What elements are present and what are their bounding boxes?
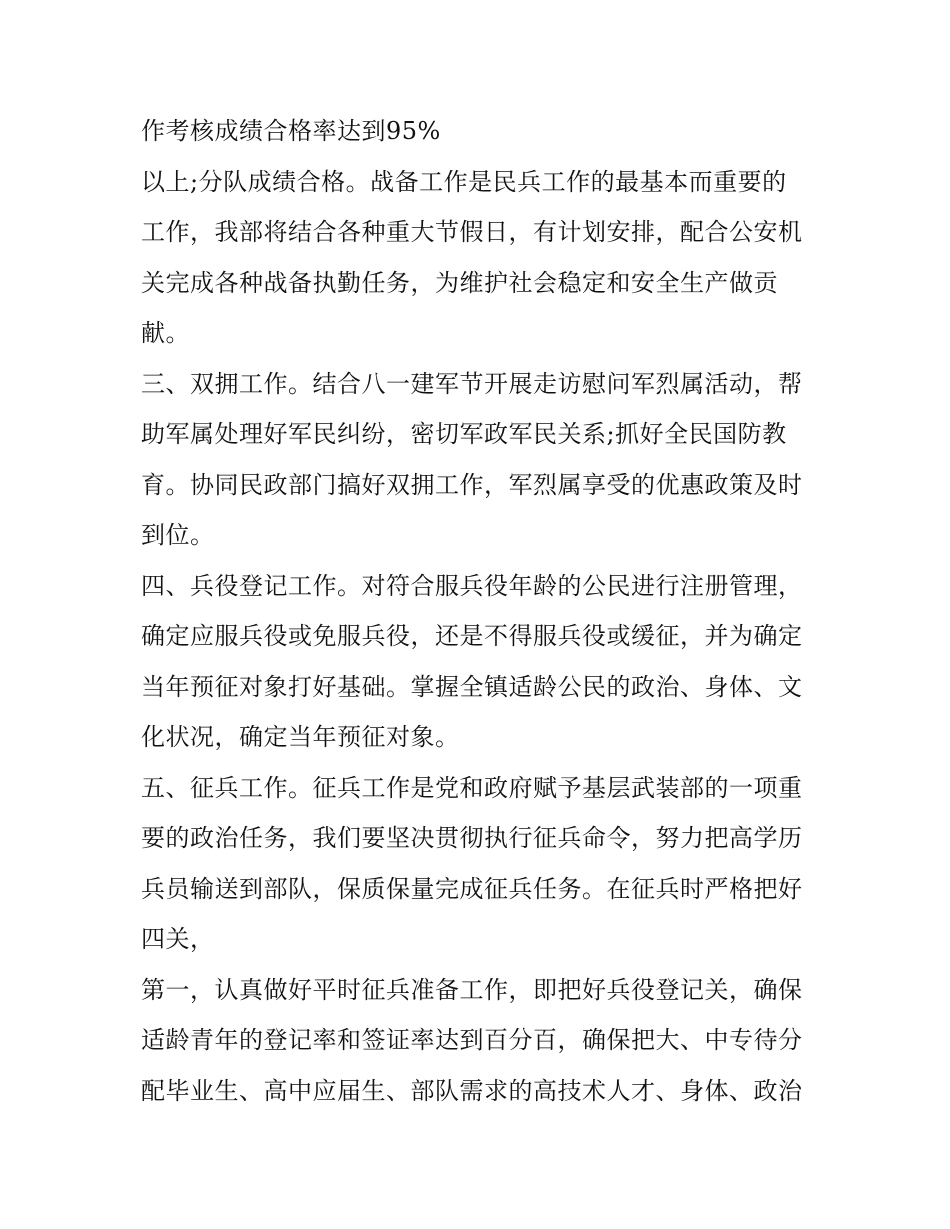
text-line: 关完成各种战备执勤任务，为维护社会稳定和安全生产做贡 — [141, 268, 778, 297]
text-line: 四关， — [141, 925, 215, 953]
paragraph-1 — [141, 106, 811, 157]
paragraph-2 — [141, 157, 811, 359]
text-line: 要的政治任务，我们要坚决贯彻执行征兵命令，努力把高学历 — [141, 824, 803, 852]
text-line: 四、兵役登记工作。对符合服兵役年龄的公民进行注册管理， — [141, 571, 803, 600]
text-line: 化状况，确定当年预征对象。 — [141, 723, 460, 751]
paragraph-6 — [141, 965, 811, 1117]
text-line: 助军属处理好军民纠纷，密切军政军民关系;抓好全民国防教 — [141, 420, 787, 448]
text-line: 三、双拥工作。结合八一建军节开展走访慰问军烈属活动，帮 — [141, 369, 803, 398]
document-body — [141, 106, 811, 1116]
text-line: 当年预征对象打好基础。掌握全镇适龄公民的政治、身体、文 — [141, 672, 803, 701]
text-line: 工作，我部将结合各种重大节假日，有计划安排，配合公安机 — [141, 218, 803, 246]
paragraph-5 — [141, 763, 811, 965]
text-line: 适龄青年的登记率和签证率达到百分百，确保把大、中专待分 — [141, 1026, 803, 1054]
paragraph-4 — [141, 561, 811, 763]
text-line: 献。 — [141, 319, 190, 347]
text-line: 兵员输送到部队，保质保量完成征兵任务。在征兵时严格把好 — [141, 874, 803, 903]
text-line: 五、征兵工作。征兵工作是党和政府赋予基层武装部的一项重 — [141, 773, 803, 802]
text-line: 配毕业生、高中应届生、部队需求的高技术人才、身体、政治 — [141, 1076, 803, 1105]
text-line: 确定应服兵役或免服兵役，还是不得服兵役或缓征，并为确定 — [141, 622, 803, 650]
text-line: 到位。 — [141, 521, 215, 549]
text-line: 第一，认真做好平时征兵准备工作，即把好兵役登记关，确保 — [141, 975, 803, 1004]
text-line: 育。协同民政部门搞好双拥工作，军烈属享受的优惠政策及时 — [141, 470, 803, 499]
paragraph-3 — [141, 359, 811, 561]
text-line: 作考核成绩合格率达到95% — [141, 117, 441, 145]
text-line: 以上;分队成绩合格。战备工作是民兵工作的最基本而重要的 — [141, 167, 787, 196]
